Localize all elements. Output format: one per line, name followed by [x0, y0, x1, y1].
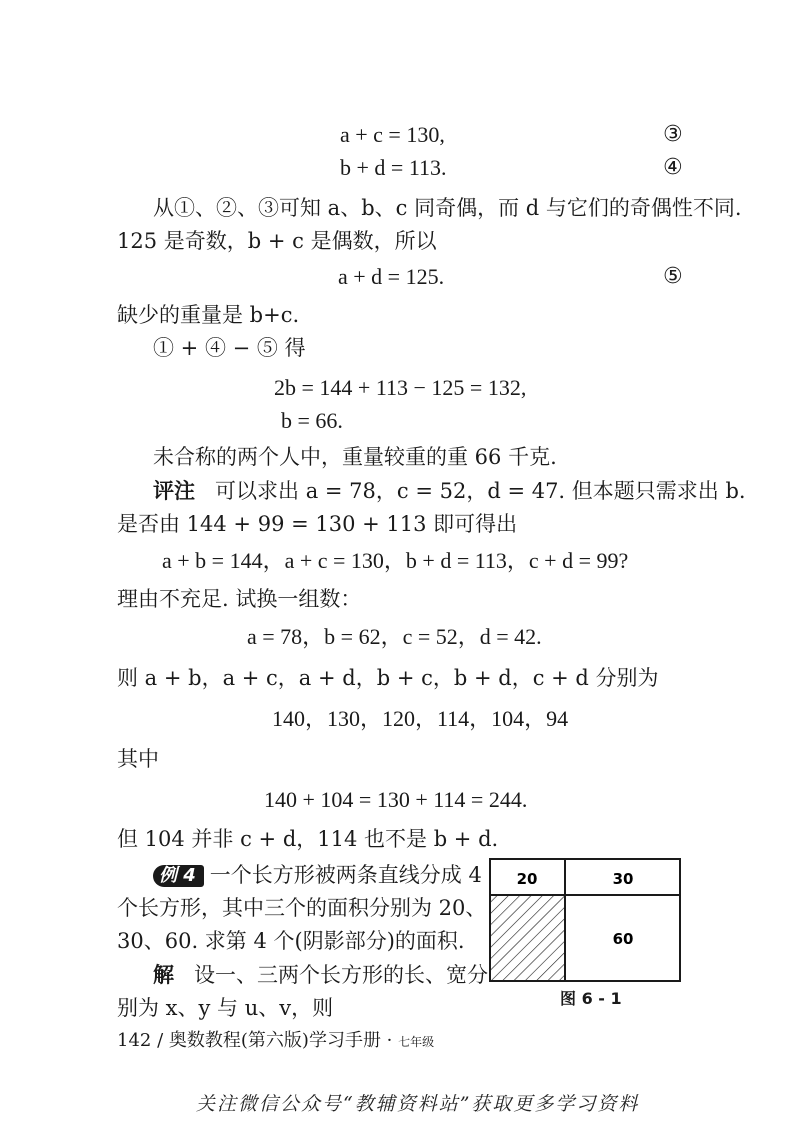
equation-line: a = 78，b = 62，c = 52，d = 42.: [247, 624, 542, 649]
equation-line: a + b = 144，a + c = 130，b + d = 113，c + d = 99?: [162, 548, 629, 573]
solution-line: 别为 x、y 与 u、v，则: [117, 996, 334, 1020]
equation-number-5: ⑤: [663, 264, 683, 289]
example-line: [153, 862, 482, 888]
equation-5: a + d = 125.: [338, 264, 445, 289]
solution-text: 设一、三两个长方形的长、宽分: [194, 963, 489, 987]
area-label-bottom-right: 60: [612, 930, 634, 948]
paragraph-line: 理由不充足. 试换一组数：: [117, 587, 362, 611]
example-badge: 例 4: [153, 865, 204, 887]
note-text: 可以求出 a = 78，c = 52，d = 47. 但本题只需求出 b.: [215, 479, 746, 503]
paragraph-line: 是否由 144 + 99 = 130 + 113 即可得出: [117, 512, 518, 536]
equation-3: a + c = 130,: [340, 122, 445, 147]
equation-line: 140 + 104 = 130 + 114 = 244.: [264, 787, 528, 812]
area-label-top-right: 30: [612, 870, 634, 888]
paragraph-line: ① + ④ − ⑤ 得: [153, 336, 306, 360]
watermark-text: 关注微信公众号“教辅资料站”获取更多学习资料: [196, 1093, 640, 1115]
solution-label: 解: [153, 963, 174, 987]
equation-line: 2b = 144 + 113 − 125 = 132,: [274, 375, 527, 400]
example-text: 一个长方形被两条直线分成 4: [209, 863, 482, 887]
example-line: 30、60. 求第 4 个(阴影部分)的面积.: [117, 929, 465, 953]
note-line: [153, 478, 746, 504]
paragraph-line: 未合称的两个人中，重量较重的重 66 千克.: [153, 445, 557, 469]
figure-caption: 图 6 - 1: [560, 989, 622, 1008]
paragraph-line: 从①、②、③可知 a、b、c 同奇偶，而 d 与它们的奇偶性不同.: [153, 196, 742, 220]
grade-label: 七年级: [398, 1035, 435, 1049]
footer-slash: /: [157, 1030, 164, 1051]
example-line: 个长方形，其中三个的面积分别为 20、: [117, 896, 487, 920]
paragraph-line: 缺少的重量是 b+c.: [117, 303, 300, 327]
shaded-rectangle: [490, 895, 565, 981]
solution-line: [153, 962, 488, 988]
paragraph-line: 则 a + b，a + c，a + d，b + c，b + d，c + d 分别为: [117, 666, 659, 690]
rectangle-figure: [489, 858, 681, 982]
equation-number-4: ④: [663, 155, 683, 180]
equation-line: b = 66.: [281, 408, 343, 433]
page-footer: [117, 1026, 434, 1052]
equation-4: b + d = 113.: [340, 155, 447, 180]
equation-number-3: ③: [663, 122, 683, 147]
paragraph-line: 125 是奇数，b + c 是偶数，所以: [117, 229, 437, 253]
note-label: 评注: [153, 479, 195, 503]
equation-line: 140，130，120，114，104，94: [272, 706, 569, 731]
paragraph-line: 但 104 并非 c + d，114 也不是 b + d.: [117, 827, 499, 851]
book-title: 奥数教程(第六版)学习手册 ·: [168, 1030, 393, 1051]
paragraph-line: 其中: [117, 747, 159, 771]
area-label-top-left: 20: [516, 870, 538, 888]
page-number: 142: [117, 1030, 152, 1051]
